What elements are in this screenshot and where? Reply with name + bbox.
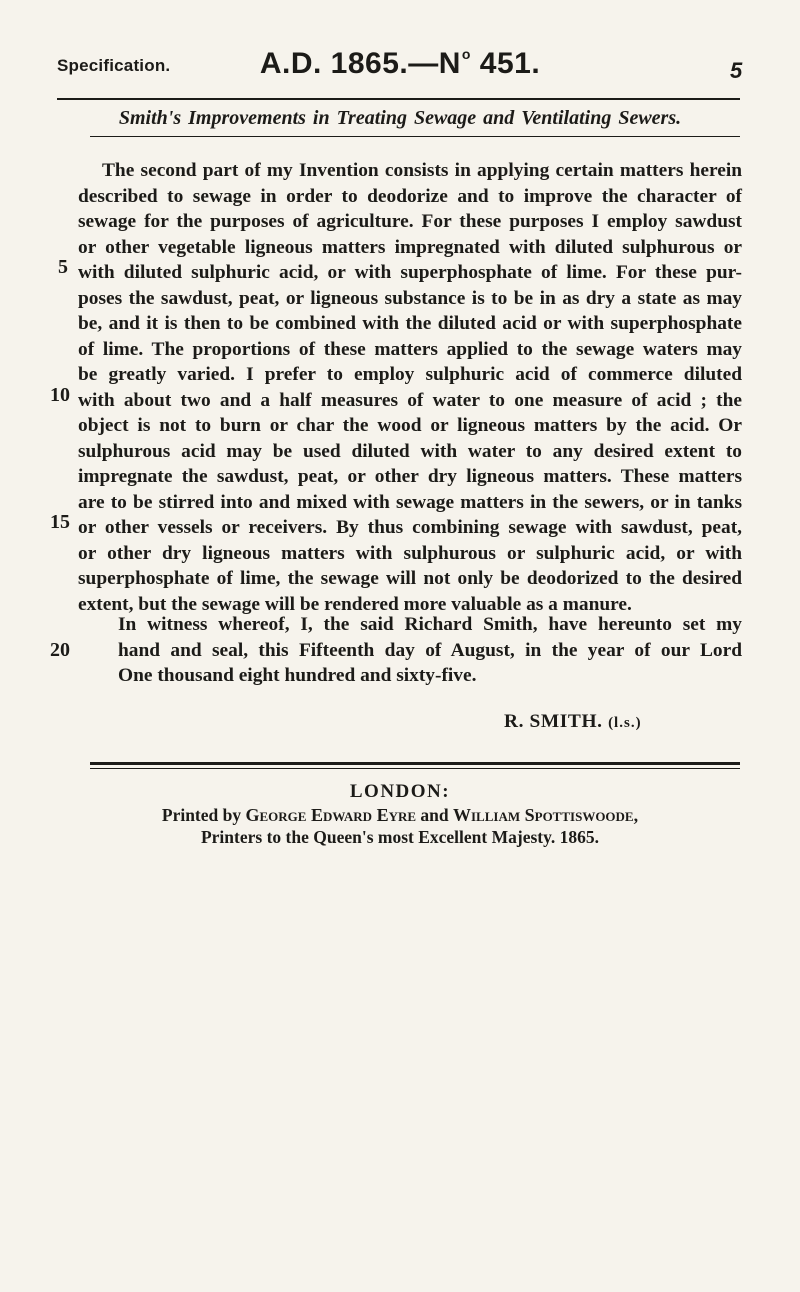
- body-line: are to be stirred into and mixed with sewage matters in the sewers, or in tanks: [78, 491, 742, 513]
- running-title: Smith's Improvements in Treating Sewage and Ventilating Sewers.: [118, 107, 682, 129]
- body-line: of lime. The proportions of these matters applied to the sewage waters may: [78, 338, 742, 360]
- line-number-10: 10: [50, 384, 70, 406]
- imprint-rule-thin: [90, 768, 740, 769]
- imprint-appointment: Printers to the Queen's most Excellent Majesty. 1865.: [200, 827, 600, 847]
- printed-by: Printed by: [161, 805, 242, 825]
- imprint-rule-thick: [90, 762, 740, 765]
- body-line: with diluted sulphuric acid, or with superphosphate of lime. For these pur-: [78, 262, 742, 283]
- body-line: or other dry ligneous matters with sulphurous or sulphuric acid, or with: [78, 542, 742, 564]
- imprint-printers: [0, 805, 800, 826]
- line-number-20: 20: [50, 639, 70, 661]
- line-number-5: 5: [58, 256, 68, 278]
- body-line: be greatly varied. I prefer to employ sulphuric acid of commerce diluted: [78, 364, 742, 385]
- body-line: extent, but the sewage will be rendered more valuable as a manure.: [78, 593, 632, 615]
- page-number: 5: [730, 58, 743, 83]
- attestation-line: In witness whereof, I, the said Richard Smith, have hereunto set my: [118, 614, 742, 635]
- title-main: A.D. 1865.—N: [259, 47, 461, 80]
- attestation-line: One thousand eight hundred and sixty-five.: [118, 665, 477, 686]
- body-line: sewage for the purposes of agriculture. For these purposes I employ sawdust: [78, 211, 742, 232]
- signature: [504, 711, 642, 733]
- running-title-rule: [90, 136, 740, 137]
- printer-name: William Spottiswoode,: [453, 805, 639, 825]
- body-line: with about two and a half measures of water to one measure of acid ; the: [78, 389, 742, 411]
- printer-name: George Edward Eyre: [245, 805, 417, 825]
- body-line: or other vegetable ligneous matters impregnated with diluted sulphurous or: [78, 236, 742, 258]
- line-number-15: 15: [50, 511, 70, 533]
- signatory-name: R. SMITH.: [504, 711, 603, 732]
- body-line: superphosphate of lime, the sewage will not only be deodorized to the desired: [78, 568, 742, 589]
- body-line: described to sewage in order to deodorize and to improve the character of: [78, 185, 742, 207]
- attestation-line: hand and seal, this Fifteenth day of August, in the year of our Lord: [118, 639, 742, 661]
- body-line: impregnate the sawdust, peat, or other dry ligneous matters. These matters: [78, 466, 742, 487]
- title-number: 451.: [479, 47, 541, 80]
- title-superscript: o: [461, 46, 471, 62]
- patent-number-title: [0, 46, 800, 81]
- attestation-clause: [78, 612, 742, 689]
- body-line: object is not to burn or char the wood or ligneous matters by the acid. Or: [78, 415, 742, 436]
- body-line: or other vessels or receivers. By thus combining sewage with sawdust, peat,: [78, 517, 742, 538]
- body-line: The second part of my Invention consists in applying certain matters herein: [102, 160, 742, 181]
- header-label: Specification.: [57, 56, 171, 75]
- imprint-place: LONDON:: [349, 781, 451, 802]
- conjunction: and: [420, 805, 449, 825]
- body-line: be, and it is then to be combined with the diluted acid or with superphosphate: [78, 313, 742, 334]
- body-line: poses the sawdust, peat, or ligneous substance is to be in as dry a state as may: [78, 287, 742, 309]
- body-line: sulphurous acid may be used diluted with water to any desired extent to: [78, 440, 742, 462]
- body-text: [78, 158, 742, 617]
- seal-mark: (l.s.): [608, 715, 642, 731]
- header-rule: [57, 98, 740, 100]
